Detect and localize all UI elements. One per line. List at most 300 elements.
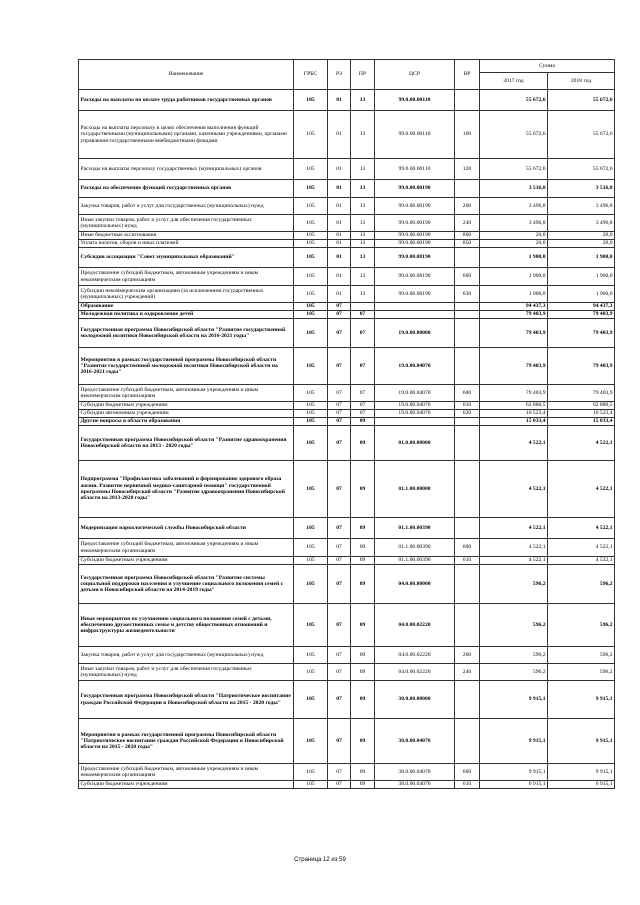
cell-pr: 07 — [351, 402, 375, 410]
cell-vr — [455, 311, 480, 319]
cell-vr — [455, 319, 480, 348]
cell-csr — [375, 311, 455, 319]
cell-pr: 13 — [351, 232, 375, 240]
cell-grbs: 105 — [294, 232, 328, 240]
cell-s2018: 596,2 — [548, 664, 615, 681]
table-row — [79, 311, 615, 319]
cell-s2018: 94 437,3 — [548, 303, 615, 311]
cell-vr: 600 — [455, 539, 480, 557]
cell-grbs: 105 — [294, 248, 328, 268]
cell-s2018: 15 033,4 — [548, 418, 615, 426]
cell-vr — [455, 426, 480, 461]
cell-s2018: 9 915,1 — [548, 719, 615, 764]
cell-csr: 99.0.00.00110 — [375, 159, 455, 180]
table-row — [79, 385, 615, 402]
cell-vr: 200 — [455, 647, 480, 664]
cell-pr: 09 — [351, 647, 375, 664]
cell-s2017: 55 672,6 — [480, 159, 548, 180]
cell-csr: 38.0.00.04070 — [375, 764, 455, 781]
cell-name: Модернизация наркологической службы Новосибирской области — [79, 518, 294, 539]
cell-csr: 99.0.00.00110 — [375, 111, 455, 159]
cell-vr — [455, 348, 480, 385]
table-row — [79, 215, 615, 232]
cell-csr: 99.0.00.08190 — [375, 248, 455, 268]
header-sum: Сумма — [480, 60, 615, 73]
cell-vr: 850 — [455, 240, 480, 248]
table-row — [79, 286, 615, 303]
cell-name: Мероприятия в рамках государственной программы Новосибирской области "Патриотическое воспитание граждан Российской Федерации в Новосибирской области на 2015 - 2020 годы" — [79, 719, 294, 764]
cell-csr: 38.0.00.04070 — [375, 719, 455, 764]
table-row — [79, 90, 615, 111]
cell-s2017: 1 900,0 — [480, 248, 548, 268]
cell-csr: 04.0.00.02220 — [375, 647, 455, 664]
cell-rz: 07 — [328, 557, 351, 565]
cell-pr: 09 — [351, 426, 375, 461]
cell-grbs: 105 — [294, 402, 328, 410]
cell-pr: 09 — [351, 557, 375, 565]
cell-rz: 01 — [328, 286, 351, 303]
table-row — [79, 604, 615, 647]
cell-name: Иные закупки товаров, работ и услуг для обеспечения государственных (муниципальных) нужд — [79, 215, 294, 232]
cell-s2017: 596,2 — [480, 647, 548, 664]
cell-grbs: 105 — [294, 311, 328, 319]
cell-rz: 07 — [328, 781, 351, 789]
cell-csr: 99.0.00.00190 — [375, 240, 455, 248]
cell-csr: 01.1.00.00390 — [375, 539, 455, 557]
cell-pr: 07 — [351, 348, 375, 385]
cell-name: Иные бюджетные ассигнования — [79, 232, 294, 240]
cell-csr: 19.0.00.04070 — [375, 348, 455, 385]
table-row — [79, 557, 615, 565]
cell-pr: 13 — [351, 198, 375, 215]
cell-name: Субсидии некоммерческим организациям (за исключением государственных (муниципальных) учреждений) — [79, 286, 294, 303]
cell-s2017: 596,2 — [480, 565, 548, 604]
cell-grbs: 105 — [294, 781, 328, 789]
cell-s2018: 1 900,0 — [548, 248, 615, 268]
cell-vr: 630 — [455, 286, 480, 303]
cell-rz: 01 — [328, 268, 351, 286]
cell-name: Предоставление субсидий бюджетным, автономным учреждениям и иным некоммерческим организациям — [79, 764, 294, 781]
cell-s2017: 9 915,1 — [480, 719, 548, 764]
table-row — [79, 268, 615, 286]
table-row — [79, 426, 615, 461]
cell-csr: 38.0.00.00000 — [375, 681, 455, 719]
page-number: Страница 12 из 59 — [294, 857, 346, 863]
table-row — [79, 781, 615, 789]
cell-name: Субсидии бюджетным учреждениям — [79, 557, 294, 565]
cell-s2018: 1 900,0 — [548, 286, 615, 303]
cell-rz: 01 — [328, 240, 351, 248]
cell-name: Субсидии автономным учреждениям — [79, 410, 294, 418]
cell-rz: 01 — [328, 248, 351, 268]
cell-s2018: 62 880,5 — [548, 402, 615, 410]
cell-s2018: 16 523,4 — [548, 410, 615, 418]
cell-s2018: 596,2 — [548, 647, 615, 664]
cell-s2018: 55 672,6 — [548, 111, 615, 159]
cell-vr — [455, 248, 480, 268]
cell-vr: 800 — [455, 232, 480, 240]
cell-grbs: 105 — [294, 557, 328, 565]
cell-rz: 07 — [328, 426, 351, 461]
table-row — [79, 248, 615, 268]
cell-rz: 07 — [328, 604, 351, 647]
cell-name: Мероприятия в рамках государственной программы Новосибирской области "Развитие государственной молодежной политики Новосибирской области на 2016-2021 годы" — [79, 348, 294, 385]
cell-rz: 07 — [328, 664, 351, 681]
cell-rz: 01 — [328, 111, 351, 159]
header-rz: РЗ — [328, 60, 351, 90]
cell-grbs: 105 — [294, 764, 328, 781]
cell-pr: 07 — [351, 311, 375, 319]
cell-csr: 19.0.00.04070 — [375, 385, 455, 402]
cell-s2017: 6 915,1 — [480, 781, 548, 789]
cell-grbs: 105 — [294, 418, 328, 426]
cell-s2017: 79 403,9 — [480, 348, 548, 385]
cell-s2018: 4 522,1 — [548, 518, 615, 539]
cell-s2017: 20,0 — [480, 240, 548, 248]
cell-csr: 99.0.00.00190 — [375, 215, 455, 232]
cell-pr: 09 — [351, 719, 375, 764]
cell-vr: 610 — [455, 781, 480, 789]
cell-csr: 99.0.00.00190 — [375, 232, 455, 240]
cell-s2017: 596,2 — [480, 664, 548, 681]
cell-grbs: 105 — [294, 518, 328, 539]
cell-s2017: 62 880,5 — [480, 402, 548, 410]
cell-vr: 600 — [455, 385, 480, 402]
cell-csr: 99.0.00.08190 — [375, 268, 455, 286]
cell-vr — [455, 461, 480, 518]
cell-pr: 09 — [351, 418, 375, 426]
cell-pr: 09 — [351, 604, 375, 647]
table-row — [79, 303, 615, 311]
cell-s2018: 79 403,9 — [548, 311, 615, 319]
table-row — [79, 180, 615, 198]
cell-pr: 07 — [351, 319, 375, 348]
cell-grbs: 105 — [294, 111, 328, 159]
cell-name: Другие вопросы в области образования — [79, 418, 294, 426]
cell-pr: 13 — [351, 286, 375, 303]
cell-name: Государственная программа Новосибирской области "Развитие системы социальной поддержки населения и улучшение социального положения семей с детьми в Новосибирской области на 2014-2019 годы" — [79, 565, 294, 604]
cell-pr: 09 — [351, 764, 375, 781]
cell-rz: 07 — [328, 647, 351, 664]
table-row — [79, 719, 615, 764]
cell-pr: 09 — [351, 565, 375, 604]
table-row — [79, 348, 615, 385]
cell-s2018: 1 900,0 — [548, 268, 615, 286]
cell-csr: 01.1.00.00390 — [375, 518, 455, 539]
cell-vr — [455, 681, 480, 719]
cell-grbs: 105 — [294, 303, 328, 311]
cell-s2017: 79 403,9 — [480, 385, 548, 402]
cell-s2017: 16 523,4 — [480, 410, 548, 418]
cell-rz: 07 — [328, 402, 351, 410]
cell-rz: 01 — [328, 90, 351, 111]
cell-rz: 07 — [328, 385, 351, 402]
cell-s2018: 6 915,1 — [548, 781, 615, 789]
table-row — [79, 647, 615, 664]
cell-vr: 240 — [455, 664, 480, 681]
cell-s2017: 9 915,1 — [480, 764, 548, 781]
cell-s2017: 9 915,1 — [480, 681, 548, 719]
cell-vr: 610 — [455, 402, 480, 410]
cell-s2017: 3 496,8 — [480, 198, 548, 215]
cell-csr: 38.0.00.04070 — [375, 781, 455, 789]
cell-s2018: 3 516,8 — [548, 180, 615, 198]
header-csr: ЦСР — [375, 60, 455, 90]
cell-name: Иные мероприятия по улучшению социального положения семей с детьми, обеспечению дружественных семье и детству общественных отношений и инфраструктуры жизнедеятельности — [79, 604, 294, 647]
table-row — [79, 198, 615, 215]
cell-grbs: 105 — [294, 240, 328, 248]
cell-csr: 99.0.00.08190 — [375, 286, 455, 303]
cell-csr — [375, 418, 455, 426]
cell-name: Закупка товаров, работ и услуг для государственных (муниципальных) нужд — [79, 198, 294, 215]
cell-csr: 01.1.00.00390 — [375, 557, 455, 565]
cell-pr: 09 — [351, 518, 375, 539]
table-row — [79, 159, 615, 180]
cell-rz: 01 — [328, 215, 351, 232]
cell-grbs: 105 — [294, 385, 328, 402]
cell-name: Государственная программа Новосибирской области "Патриотическое воспитание граждан Российской Федерации в Новосибирской области на 2015 - 2020 годы" — [79, 681, 294, 719]
cell-vr — [455, 518, 480, 539]
table-row — [79, 418, 615, 426]
cell-vr — [455, 604, 480, 647]
cell-rz: 07 — [328, 565, 351, 604]
cell-name: Субсидии бюджетным учреждениям — [79, 781, 294, 789]
cell-s2017: 3 516,8 — [480, 180, 548, 198]
cell-rz: 07 — [328, 311, 351, 319]
cell-s2018: 9 915,1 — [548, 681, 615, 719]
cell-pr: 13 — [351, 248, 375, 268]
cell-name: Государственная программа Новосибирской области "Развитие государственной молодежной политики Новосибирской области на 2016-2021 годы" — [79, 319, 294, 348]
cell-vr — [455, 90, 480, 111]
cell-rz: 07 — [328, 418, 351, 426]
table-row — [79, 539, 615, 557]
cell-vr — [455, 418, 480, 426]
cell-grbs: 105 — [294, 319, 328, 348]
cell-s2018: 4 522,1 — [548, 461, 615, 518]
header-name: Наименование — [79, 60, 294, 90]
cell-s2017: 4 522,1 — [480, 518, 548, 539]
cell-vr: 610 — [455, 557, 480, 565]
cell-grbs: 105 — [294, 719, 328, 764]
cell-vr: 600 — [455, 268, 480, 286]
table-body — [79, 90, 615, 789]
cell-grbs: 105 — [294, 647, 328, 664]
cell-s2018: 596,2 — [548, 565, 615, 604]
budget-table-sheet — [78, 59, 614, 789]
cell-csr: 01.0.00.00000 — [375, 426, 455, 461]
cell-csr: 01.1.00.00000 — [375, 461, 455, 518]
cell-pr: 13 — [351, 111, 375, 159]
table-row — [79, 402, 615, 410]
cell-rz: 07 — [328, 764, 351, 781]
cell-name: Молодежная политика и оздоровление детей — [79, 311, 294, 319]
cell-rz: 01 — [328, 180, 351, 198]
cell-rz: 07 — [328, 348, 351, 385]
cell-s2017: 79 403,9 — [480, 319, 548, 348]
table-row — [79, 764, 615, 781]
table-row — [79, 518, 615, 539]
cell-grbs: 105 — [294, 410, 328, 418]
cell-csr: 99.0.00.00110 — [375, 90, 455, 111]
cell-s2017: 20,0 — [480, 232, 548, 240]
cell-rz: 07 — [328, 681, 351, 719]
header-2018: 2018 год — [548, 73, 615, 90]
table-row — [79, 565, 615, 604]
cell-s2018: 4 522,1 — [548, 557, 615, 565]
cell-csr: 04.0.00.02220 — [375, 604, 455, 647]
cell-name: Иные закупки товаров, работ и услуг для обеспечения государственных (муниципальных) нужд — [79, 664, 294, 681]
cell-name: Закупка товаров, работ и услуг для государственных (муниципальных) нужд — [79, 647, 294, 664]
cell-s2018: 4 522,1 — [548, 426, 615, 461]
cell-grbs: 105 — [294, 426, 328, 461]
cell-csr — [375, 303, 455, 311]
cell-grbs: 105 — [294, 198, 328, 215]
cell-name: Предоставление субсидий бюджетным, автономным учреждениям и иным некоммерческим организациям — [79, 385, 294, 402]
cell-s2018: 55 672,6 — [548, 159, 615, 180]
cell-rz: 07 — [328, 518, 351, 539]
cell-s2018: 3 496,8 — [548, 215, 615, 232]
cell-s2017: 15 033,4 — [480, 418, 548, 426]
cell-grbs: 105 — [294, 348, 328, 385]
cell-pr — [351, 303, 375, 311]
cell-name: Образование — [79, 303, 294, 311]
cell-rz: 01 — [328, 198, 351, 215]
cell-rz: 01 — [328, 232, 351, 240]
table-row — [79, 664, 615, 681]
cell-pr: 13 — [351, 240, 375, 248]
cell-s2017: 596,2 — [480, 604, 548, 647]
cell-csr: 99.0.00.00190 — [375, 198, 455, 215]
cell-s2017: 4 522,1 — [480, 539, 548, 557]
cell-name: Расходы на выплаты персоналу в целях обеспечения выполнения функций государственными (муниципальными) органами, казенными учреждениями, органами управления государственными внебюджетными фондами — [79, 111, 294, 159]
cell-pr: 09 — [351, 461, 375, 518]
cell-rz: 01 — [328, 159, 351, 180]
cell-s2018: 79 403,9 — [548, 385, 615, 402]
cell-vr — [455, 565, 480, 604]
cell-pr: 07 — [351, 410, 375, 418]
cell-csr: 19.0.00.00000 — [375, 319, 455, 348]
cell-grbs: 105 — [294, 604, 328, 647]
budget-table — [78, 59, 615, 789]
cell-name: Государственная программа Новосибирской области "Развитие здравоохранения Новосибирской области на 2013 - 2020 годы" — [79, 426, 294, 461]
cell-csr: 04.0.00.00000 — [375, 565, 455, 604]
cell-s2018: 3 496,8 — [548, 198, 615, 215]
header-2017: 2017 год — [480, 73, 548, 90]
cell-csr: 04.0.00.02220 — [375, 664, 455, 681]
cell-s2017: 1 900,0 — [480, 268, 548, 286]
table-row — [79, 461, 615, 518]
cell-s2018: 55 672,6 — [548, 90, 615, 111]
cell-s2017: 3 496,8 — [480, 215, 548, 232]
cell-s2018: 79 403,9 — [548, 348, 615, 385]
table-row — [79, 319, 615, 348]
cell-pr: 09 — [351, 539, 375, 557]
cell-name: Предоставление субсидий бюджетным, автономным учреждениям и иным некоммерческим организациям — [79, 539, 294, 557]
cell-vr — [455, 719, 480, 764]
cell-rz: 07 — [328, 319, 351, 348]
cell-s2018: 20,0 — [548, 232, 615, 240]
cell-vr: 100 — [455, 111, 480, 159]
cell-pr: 13 — [351, 180, 375, 198]
cell-csr: 19.0.00.04070 — [375, 410, 455, 418]
cell-vr: 620 — [455, 410, 480, 418]
header-pr: ПР — [351, 60, 375, 90]
cell-csr: 19.0.00.04070 — [375, 402, 455, 410]
cell-pr: 09 — [351, 664, 375, 681]
cell-grbs: 105 — [294, 539, 328, 557]
table-row — [79, 232, 615, 240]
cell-grbs: 105 — [294, 159, 328, 180]
cell-s2017: 55 672,6 — [480, 111, 548, 159]
header-grbs: ГРБС — [294, 60, 328, 90]
cell-rz: 07 — [328, 461, 351, 518]
table-row — [79, 111, 615, 159]
cell-s2017: 4 522,1 — [480, 557, 548, 565]
cell-s2017: 1 900,0 — [480, 286, 548, 303]
cell-s2017: 94 437,3 — [480, 303, 548, 311]
cell-grbs: 105 — [294, 180, 328, 198]
cell-s2018: 79 403,9 — [548, 319, 615, 348]
cell-name: Подпрограмма "Профилактика заболеваний и формирование здорового образа жизни. Развитие первичной медико-санитарной помощи" государственной программы Новосибирской области "Развитие здравоохранения Новосибирской области на 2013-2020 годы" — [79, 461, 294, 518]
cell-vr: 240 — [455, 215, 480, 232]
cell-grbs: 105 — [294, 565, 328, 604]
cell-name: Субсидия ассоциации "Совет муниципальных образований" — [79, 248, 294, 268]
cell-pr: 13 — [351, 90, 375, 111]
cell-grbs: 105 — [294, 90, 328, 111]
header-vr: ВР — [455, 60, 480, 90]
cell-s2017: 4 522,1 — [480, 461, 548, 518]
cell-s2018: 20,0 — [548, 240, 615, 248]
cell-grbs: 105 — [294, 461, 328, 518]
cell-rz: 07 — [328, 303, 351, 311]
cell-name: Расходы на выплаты персоналу государственных (муниципальных) органов — [79, 159, 294, 180]
cell-grbs: 105 — [294, 268, 328, 286]
cell-vr: 120 — [455, 159, 480, 180]
cell-s2017: 79 403,9 — [480, 311, 548, 319]
cell-name: Расходы на обеспечение функций государственных органов — [79, 180, 294, 198]
cell-rz: 07 — [328, 719, 351, 764]
table-row — [79, 240, 615, 248]
cell-grbs: 105 — [294, 215, 328, 232]
cell-vr — [455, 180, 480, 198]
cell-s2018: 4 522,1 — [548, 539, 615, 557]
cell-name: Расходы на выплаты по оплате труда работников государственных органов — [79, 90, 294, 111]
cell-rz: 07 — [328, 410, 351, 418]
cell-grbs: 105 — [294, 664, 328, 681]
cell-csr: 99.0.00.00190 — [375, 180, 455, 198]
cell-name: Субсидии бюджетным учреждениям — [79, 402, 294, 410]
cell-s2018: 596,2 — [548, 604, 615, 647]
cell-s2017: 55 672,6 — [480, 90, 548, 111]
table-row — [79, 681, 615, 719]
cell-rz: 07 — [328, 539, 351, 557]
cell-s2018: 9 915,1 — [548, 764, 615, 781]
cell-vr: 200 — [455, 198, 480, 215]
cell-pr: 07 — [351, 385, 375, 402]
cell-vr — [455, 303, 480, 311]
cell-pr: 13 — [351, 215, 375, 232]
cell-name: Предоставление субсидий бюджетным, автономным учреждениям и иным некоммерческим организациям — [79, 268, 294, 286]
cell-name: Уплата налогов, сборов и иных платежей — [79, 240, 294, 248]
cell-grbs: 105 — [294, 286, 328, 303]
cell-s2017: 4 522,1 — [480, 426, 548, 461]
cell-pr: 13 — [351, 268, 375, 286]
cell-grbs: 105 — [294, 681, 328, 719]
table-row — [79, 410, 615, 418]
cell-pr: 09 — [351, 781, 375, 789]
cell-pr: 09 — [351, 681, 375, 719]
cell-vr: 600 — [455, 764, 480, 781]
